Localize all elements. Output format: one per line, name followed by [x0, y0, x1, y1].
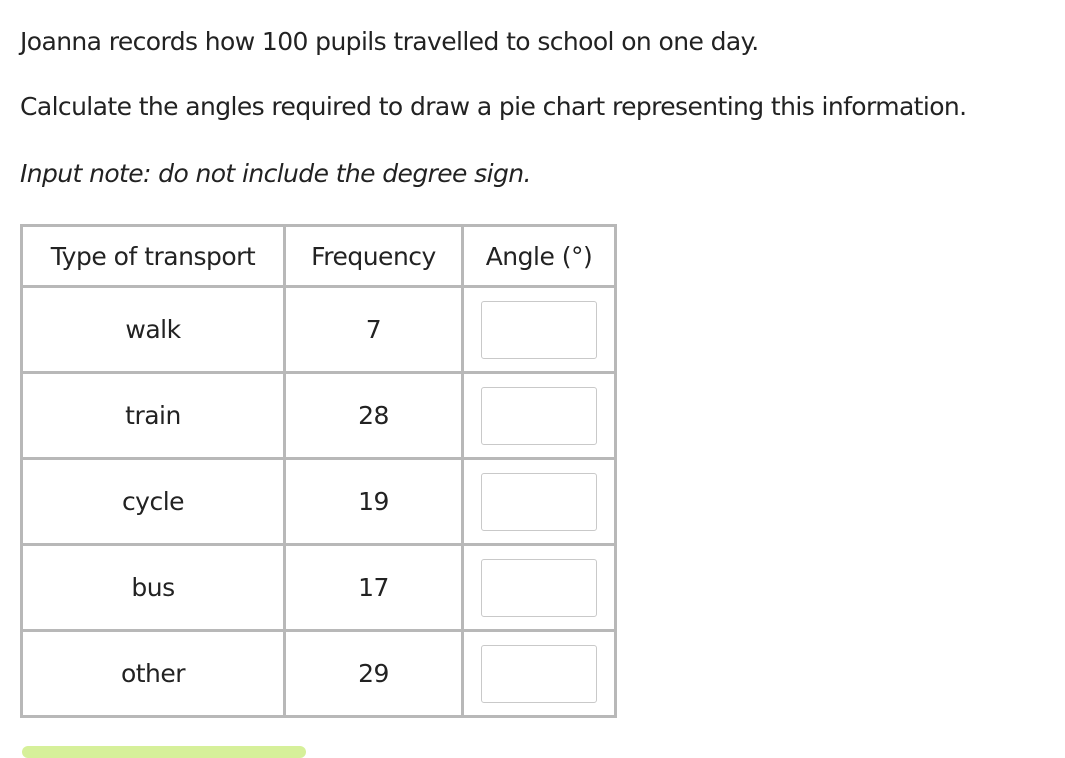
frequency-cell: 28	[285, 373, 463, 459]
angle-input-cycle[interactable]	[481, 473, 597, 531]
angle-input-bus[interactable]	[481, 559, 597, 617]
transport-type-cell: walk	[22, 287, 285, 373]
header-frequency: Frequency	[285, 226, 463, 287]
transport-type-cell: bus	[22, 545, 285, 631]
submit-button[interactable]	[22, 746, 306, 758]
transport-type-cell: cycle	[22, 459, 285, 545]
angle-cell	[463, 631, 616, 717]
angle-cell	[463, 373, 616, 459]
angle-input-train[interactable]	[481, 387, 597, 445]
angle-cell	[463, 287, 616, 373]
angle-input-other[interactable]	[481, 645, 597, 703]
angle-input-walk[interactable]	[481, 301, 597, 359]
header-type-of-transport: Type of transport	[22, 226, 285, 287]
table-row	[22, 545, 616, 631]
angle-cell	[463, 545, 616, 631]
table-header-row	[22, 226, 616, 287]
table-row	[22, 631, 616, 717]
table-row	[22, 373, 616, 459]
header-angle: Angle (°)	[463, 226, 616, 287]
table-row	[22, 287, 616, 373]
frequency-cell: 17	[285, 545, 463, 631]
frequency-cell: 29	[285, 631, 463, 717]
question-intro: Joanna records how 100 pupils travelled to school on one day.	[20, 27, 759, 56]
angle-cell	[463, 459, 616, 545]
transport-type-cell: train	[22, 373, 285, 459]
transport-type-cell: other	[22, 631, 285, 717]
frequency-cell: 7	[285, 287, 463, 373]
table-row	[22, 459, 616, 545]
frequency-cell: 19	[285, 459, 463, 545]
question-instruction: Calculate the angles required to draw a pie chart representing this information.	[20, 92, 967, 121]
frequency-table	[20, 224, 617, 718]
input-note: Input note: do not include the degree sign.	[20, 159, 531, 188]
